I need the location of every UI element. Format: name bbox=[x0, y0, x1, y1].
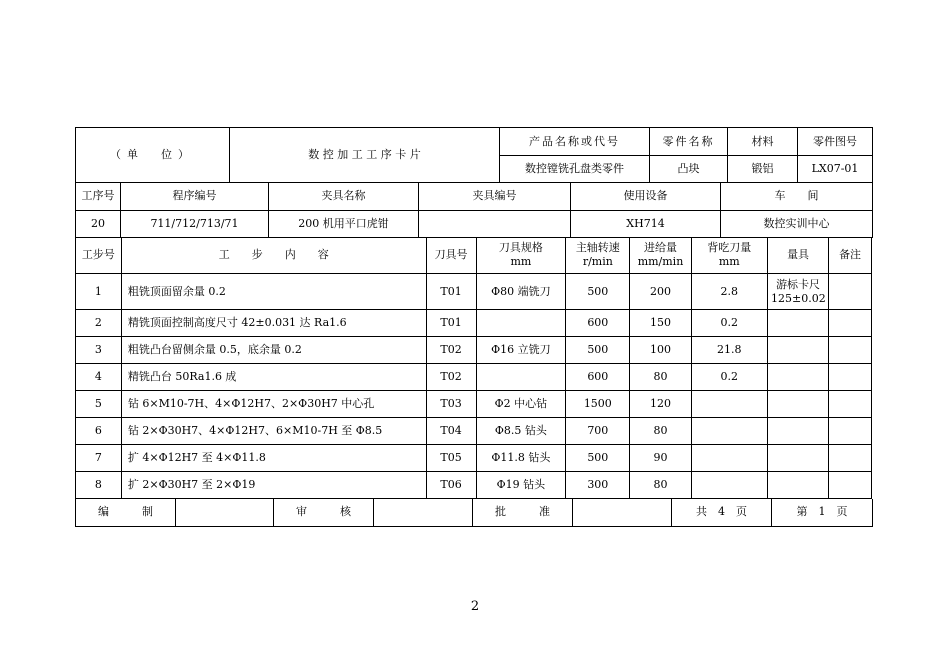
step-no: 2 bbox=[76, 310, 122, 337]
gauge bbox=[768, 391, 829, 418]
step-no: 1 bbox=[76, 274, 122, 310]
tool-spec-header bbox=[476, 238, 566, 274]
compile-signature[interactable] bbox=[176, 499, 274, 526]
feed-rate: 100 bbox=[630, 337, 691, 364]
step-content: 扩 2×Φ30H7 至 2×Φ19 bbox=[121, 472, 426, 499]
notes bbox=[829, 445, 872, 472]
feed-rate: 200 bbox=[630, 274, 691, 310]
cut-depth: 21.8 bbox=[691, 337, 767, 364]
tool-no: T02 bbox=[426, 364, 476, 391]
cut-depth bbox=[691, 418, 767, 445]
tool-no: T01 bbox=[426, 310, 476, 337]
gauge bbox=[768, 337, 829, 364]
depth-header-label: 背吃刀量 bbox=[707, 241, 752, 255]
drawing-value: LX07-01 bbox=[798, 156, 873, 183]
tool-spec: Φ80 端铣刀 bbox=[476, 274, 566, 310]
workshop-label: 车 间 bbox=[721, 183, 873, 210]
process-info-block bbox=[75, 183, 873, 238]
notes bbox=[829, 364, 872, 391]
cut-depth: 0.2 bbox=[691, 364, 767, 391]
approve-label: 批 准 bbox=[473, 499, 573, 526]
notes bbox=[829, 472, 872, 499]
step-no-header: 工步号 bbox=[76, 238, 122, 274]
steps-table bbox=[75, 238, 872, 500]
tool-spec-header-label: 刀具规格 bbox=[498, 241, 543, 255]
step-content: 钻 6×M10-7H、4×Φ12H7、2×Φ30H7 中心孔 bbox=[121, 391, 426, 418]
tool-spec bbox=[476, 364, 566, 391]
current-page: 第 1 页 bbox=[772, 499, 873, 526]
step-no: 6 bbox=[76, 418, 122, 445]
feed-rate: 150 bbox=[630, 310, 691, 337]
content-header: 工 步 内 容 bbox=[121, 238, 426, 274]
feed-header-label: 进给量 bbox=[643, 241, 677, 255]
tool-no: T05 bbox=[426, 445, 476, 472]
signoff-block bbox=[75, 499, 873, 527]
gauge bbox=[768, 472, 829, 499]
tool-no: T02 bbox=[426, 337, 476, 364]
fixture-name-value: 200 机用平口虎钳 bbox=[269, 210, 419, 237]
tool-spec: Φ16 立铣刀 bbox=[476, 337, 566, 364]
speed-header-unit: r/min bbox=[582, 255, 613, 269]
material-value: 锻铝 bbox=[728, 156, 798, 183]
spindle-speed: 700 bbox=[566, 418, 630, 445]
cut-depth: 0.2 bbox=[691, 310, 767, 337]
spindle-speed: 500 bbox=[566, 337, 630, 364]
cut-depth: 2.8 bbox=[691, 274, 767, 310]
drawing-label: 零件图号 bbox=[798, 128, 873, 156]
gauge bbox=[768, 418, 829, 445]
equipment-label: 使用设备 bbox=[571, 183, 721, 210]
notes bbox=[829, 274, 872, 310]
feed-header bbox=[630, 238, 691, 274]
spindle-speed: 500 bbox=[566, 445, 630, 472]
gauge bbox=[768, 445, 829, 472]
spindle-speed: 600 bbox=[566, 310, 630, 337]
gauge bbox=[768, 310, 829, 337]
cut-depth bbox=[691, 472, 767, 499]
cut-depth bbox=[691, 391, 767, 418]
tool-spec: Φ8.5 钻头 bbox=[476, 418, 566, 445]
feed-rate: 80 bbox=[630, 472, 691, 499]
total-pages: 共 4 页 bbox=[672, 499, 772, 526]
speed-header-label: 主轴转速 bbox=[575, 241, 620, 255]
step-content: 精铣顶面控制高度尺寸 42±0.031 达 Ra1.6 bbox=[121, 310, 426, 337]
part-name-value: 凸块 bbox=[650, 156, 728, 183]
step-no: 3 bbox=[76, 337, 122, 364]
approve-signature[interactable] bbox=[573, 499, 672, 526]
table-row bbox=[76, 445, 872, 472]
gauge-header: 量具 bbox=[768, 238, 829, 274]
table-row bbox=[76, 472, 872, 499]
program-value: 711/712/713/71 bbox=[121, 210, 269, 237]
notes bbox=[829, 337, 872, 364]
fixture-name-label: 夹具名称 bbox=[269, 183, 419, 210]
spindle-speed: 300 bbox=[566, 472, 630, 499]
op-no-label: 工序号 bbox=[76, 183, 121, 210]
product-label: 产品名称或代号 bbox=[500, 128, 650, 156]
tool-spec: Φ2 中心钻 bbox=[476, 391, 566, 418]
depth-header bbox=[691, 238, 767, 274]
tool-no: T06 bbox=[426, 472, 476, 499]
step-no: 4 bbox=[76, 364, 122, 391]
page-number: 2 bbox=[470, 599, 480, 614]
product-value: 数控镗铣孔盘类零件 bbox=[500, 156, 650, 183]
title-block bbox=[75, 127, 873, 183]
table-row bbox=[76, 310, 872, 337]
review-label: 审 核 bbox=[274, 499, 374, 526]
feed-rate: 80 bbox=[630, 418, 691, 445]
unit-cell: （单 位） bbox=[76, 128, 230, 183]
table-row bbox=[76, 364, 872, 391]
tool-no-header: 刀具号 bbox=[426, 238, 476, 274]
process-card bbox=[75, 127, 872, 527]
step-content: 钻 2×Φ30H7、4×Φ12H7、6×M10-7H 至 Φ8.5 bbox=[121, 418, 426, 445]
spindle-speed: 600 bbox=[566, 364, 630, 391]
step-content: 粗铣凸台留侧余量 0.5，底余量 0.2 bbox=[121, 337, 426, 364]
notes bbox=[829, 418, 872, 445]
compile-label: 编 制 bbox=[76, 499, 176, 526]
notes-header: 备注 bbox=[829, 238, 872, 274]
spindle-speed: 1500 bbox=[566, 391, 630, 418]
tool-spec: Φ11.8 钻头 bbox=[476, 445, 566, 472]
gauge bbox=[768, 364, 829, 391]
step-no: 5 bbox=[76, 391, 122, 418]
feed-header-unit: mm/min bbox=[637, 255, 684, 269]
depth-header-unit: mm bbox=[718, 255, 740, 269]
tool-no: T03 bbox=[426, 391, 476, 418]
workshop-value: 数控实训中心 bbox=[721, 210, 873, 237]
table-row bbox=[76, 418, 872, 445]
tool-no: T04 bbox=[426, 418, 476, 445]
table-row bbox=[76, 337, 872, 364]
speed-header bbox=[566, 238, 630, 274]
tool-no: T01 bbox=[426, 274, 476, 310]
cut-depth bbox=[691, 445, 767, 472]
material-label: 材料 bbox=[728, 128, 798, 156]
fixture-no-value bbox=[419, 210, 571, 237]
op-no-value: 20 bbox=[76, 210, 121, 237]
steps-header-row bbox=[76, 238, 872, 274]
equipment-value: XH714 bbox=[571, 210, 721, 237]
tool-spec-header-unit: mm bbox=[510, 255, 532, 269]
step-no: 8 bbox=[76, 472, 122, 499]
tool-spec bbox=[476, 310, 566, 337]
step-content: 粗铣顶面留余量 0.2 bbox=[121, 274, 426, 310]
table-row bbox=[76, 391, 872, 418]
notes bbox=[829, 310, 872, 337]
card-title: 数 控 加 工 工 序 卡 片 bbox=[230, 128, 500, 183]
step-content: 精铣凸台 50Ra1.6 成 bbox=[121, 364, 426, 391]
feed-rate: 90 bbox=[630, 445, 691, 472]
feed-rate: 120 bbox=[630, 391, 691, 418]
step-no: 7 bbox=[76, 445, 122, 472]
feed-rate: 80 bbox=[630, 364, 691, 391]
notes bbox=[829, 391, 872, 418]
review-signature[interactable] bbox=[374, 499, 473, 526]
gauge: 游标卡尺 125±0.02 bbox=[768, 274, 829, 310]
step-content: 扩 4×Φ12H7 至 4×Φ11.8 bbox=[121, 445, 426, 472]
table-row bbox=[76, 274, 872, 310]
program-label: 程序编号 bbox=[121, 183, 269, 210]
fixture-no-label: 夹具编号 bbox=[419, 183, 571, 210]
spindle-speed: 500 bbox=[566, 274, 630, 310]
tool-spec: Φ19 钻头 bbox=[476, 472, 566, 499]
part-name-label: 零件名称 bbox=[650, 128, 728, 156]
